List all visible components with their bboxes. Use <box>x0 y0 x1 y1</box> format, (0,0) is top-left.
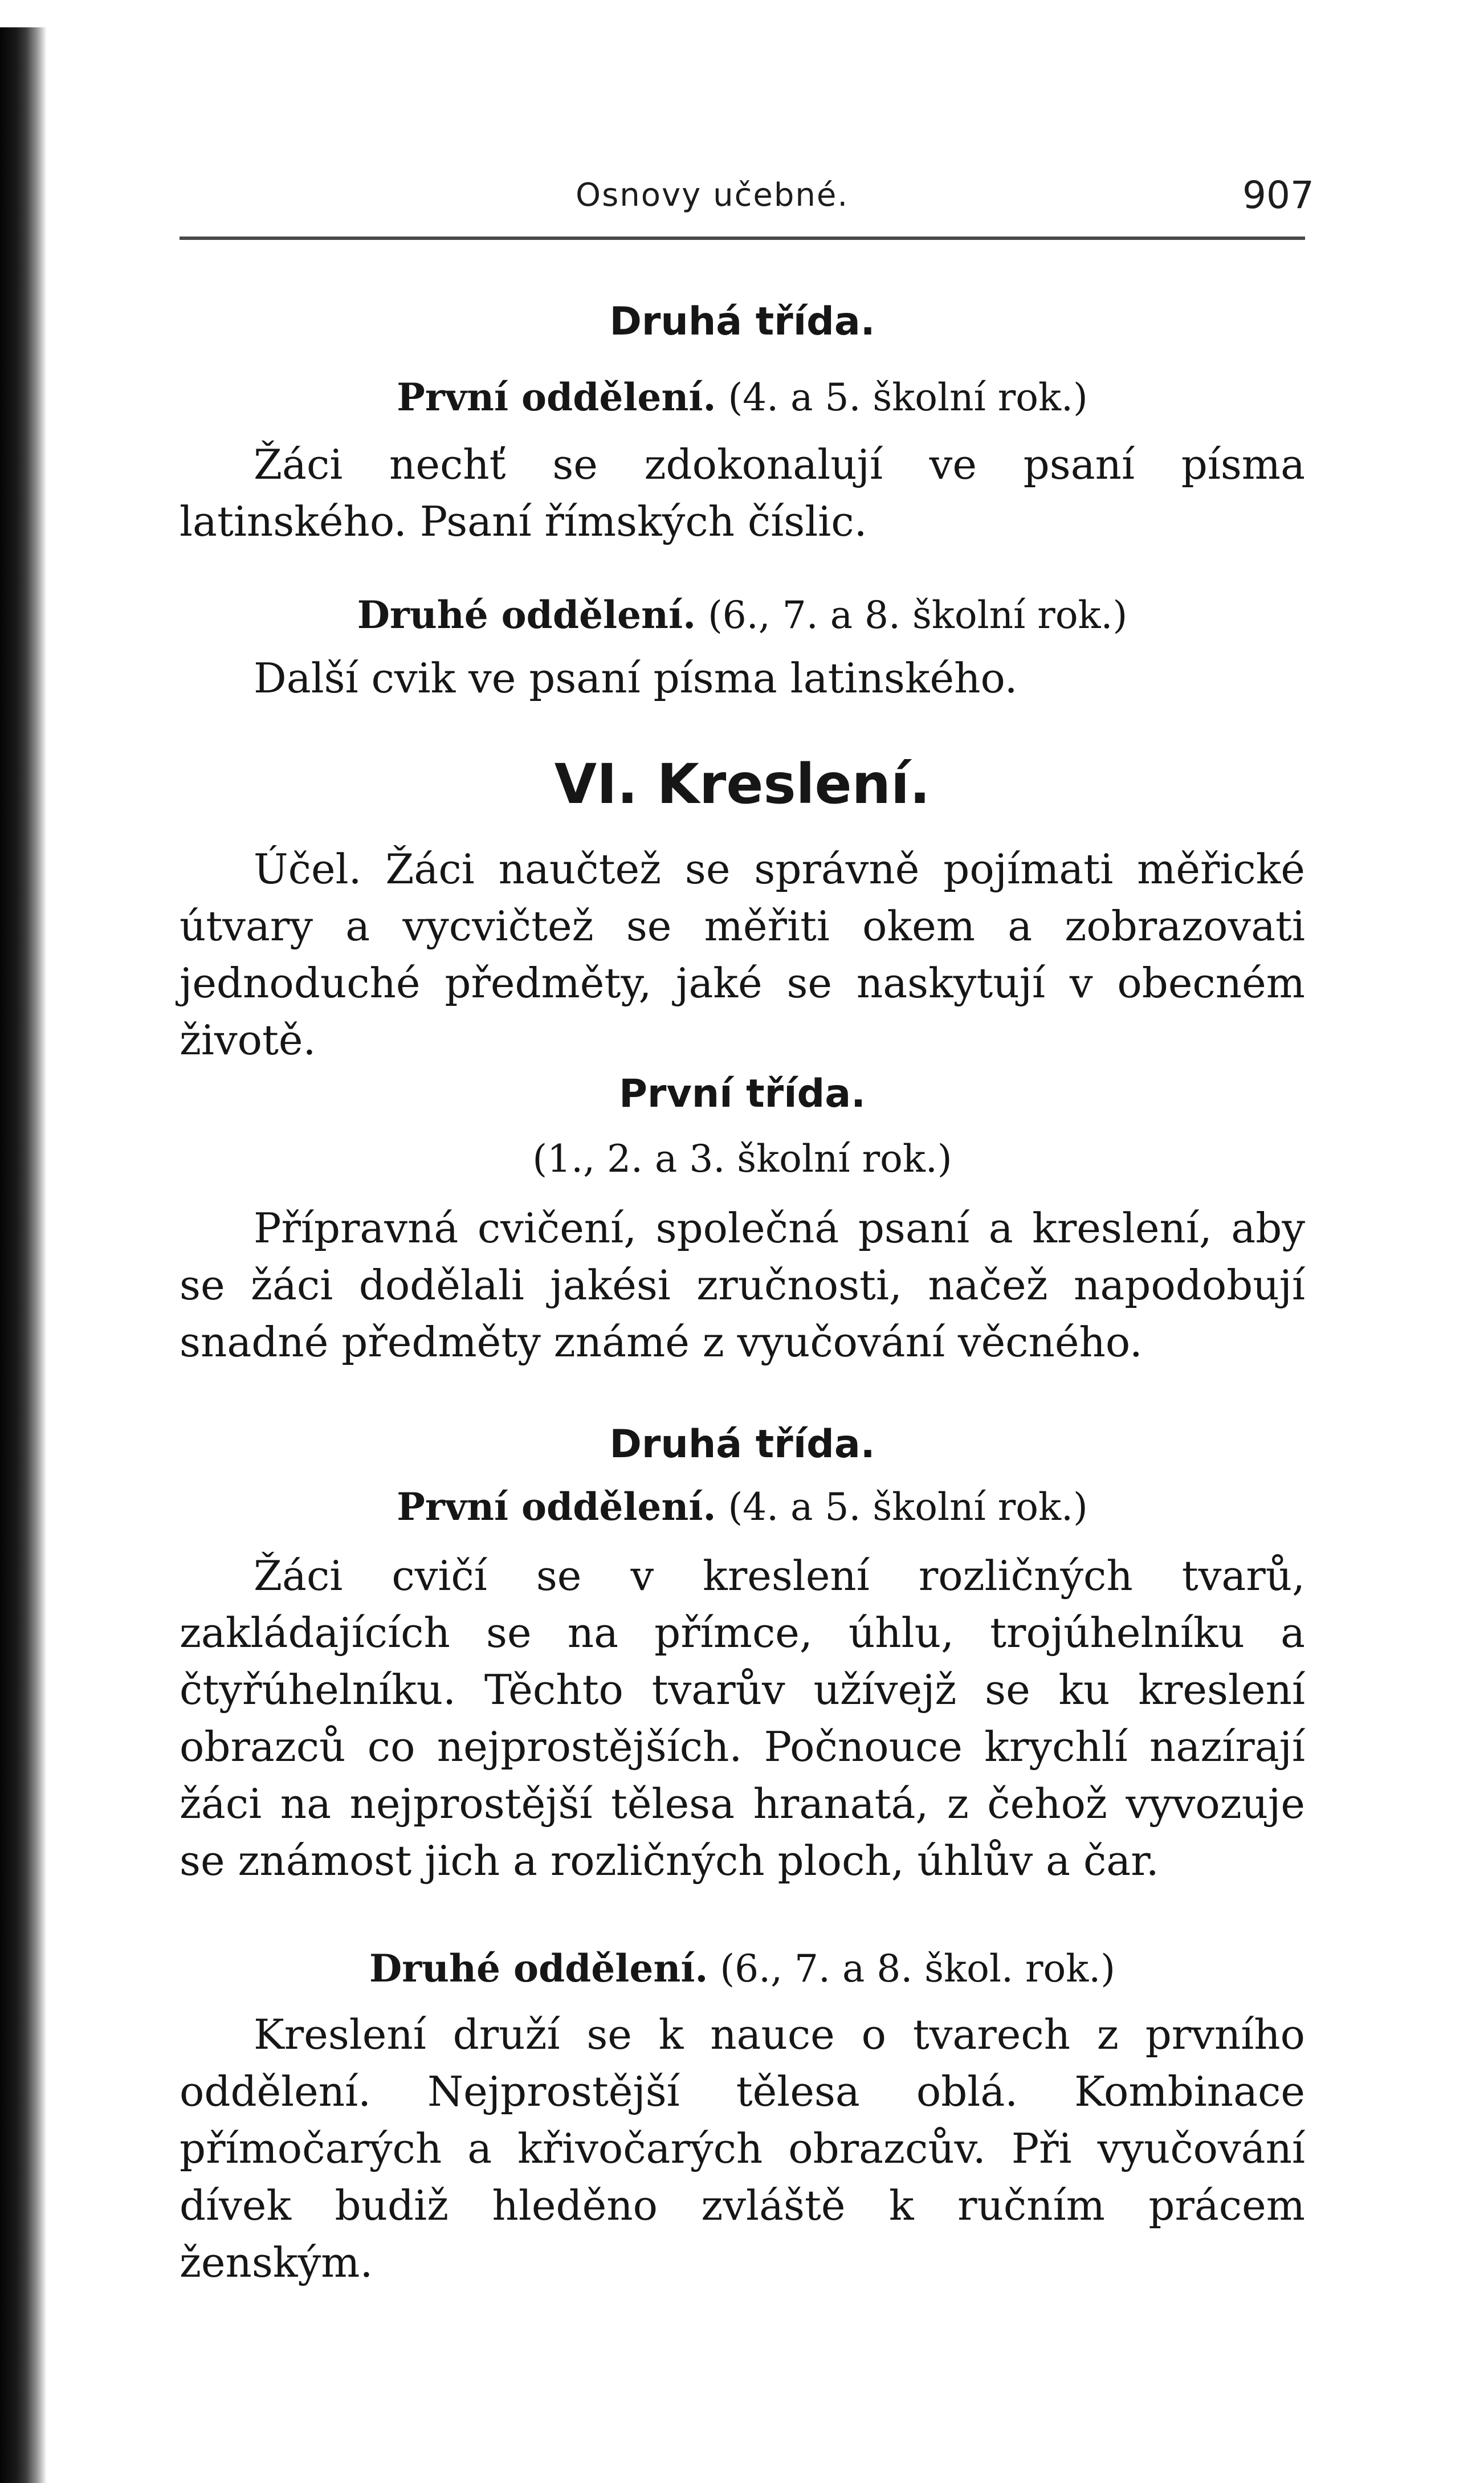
section-heading: Druhá třída. <box>609 299 875 344</box>
division-heading <box>180 1946 1305 1991</box>
division-years: (4. a 5. školní rok.) <box>728 1485 1088 1529</box>
division-years: (6., 7. a 8. školní rok.) <box>708 593 1128 637</box>
running-header: Osnovy učebné. <box>576 177 849 214</box>
division-heading <box>180 593 1305 637</box>
paragraph: Přípravná cvičení, společná psaní a kreslení, aby se žáci dodělali jakési zručnosti, načež napodobují snadné předměty známé z vyučování věcného. <box>180 1204 1305 1366</box>
paragraph: Žáci nechť se zdokonalují ve psaní písma latinského. Psaní římských číslic. <box>180 441 1305 545</box>
division-heading <box>180 1485 1305 1529</box>
paragraph: Další cvik ve psaní písma latinského. <box>254 654 1018 702</box>
header-rule <box>180 237 1305 240</box>
paragraph: Žáci cvičí se v kreslení rozličných tvarů, zakládajících se na přímce, úhlu, trojúhelníku a čtyřúhelníku. Těchto tvarův užívejž se ku kreslení obrazců co nejprostějších. Počnouce krychlí nazírají žáci na nejprostější tělesa hranatá, z čehož vyvozuje se známost jich a rozličných ploch, úhlův a čar. <box>180 1552 1305 1885</box>
division-years: (6., 7. a 8. škol. rok.) <box>720 1947 1115 1991</box>
division-years: (4. a 5. školní rok.) <box>728 376 1088 419</box>
paragraph: Kreslení druží se k nauce o tvarech z prvního oddělení. Nejprostější tělesa oblá. Kombinace přímočarých a křivočarých obrazcův. Při vyučování dívek budiž hleděno zvláště k ručním prácem ženským. <box>180 2011 1305 2286</box>
division-name: První oddělení. <box>397 375 716 419</box>
chapter-heading: VI. Kreslení. <box>554 752 931 816</box>
class-heading: Druhá třída. <box>609 1422 875 1467</box>
page-number: 907 <box>1242 173 1314 217</box>
class-years: (1., 2. a 3. školní rok.) <box>532 1137 952 1181</box>
class-heading: První třída. <box>619 1071 866 1116</box>
division-name: První oddělení. <box>397 1485 716 1529</box>
purpose-paragraph: Účel. Žáci naučtež se správně pojímati měřické útvary a vycvičtež se měřiti okem a zobrazovati jednoduché předměty, jaké se naskytují v obecném životě. <box>180 845 1305 1064</box>
division-heading <box>180 375 1305 419</box>
division-name: Druhé oddělení. <box>357 593 696 637</box>
division-name: Druhé oddělení. <box>369 1946 708 1991</box>
